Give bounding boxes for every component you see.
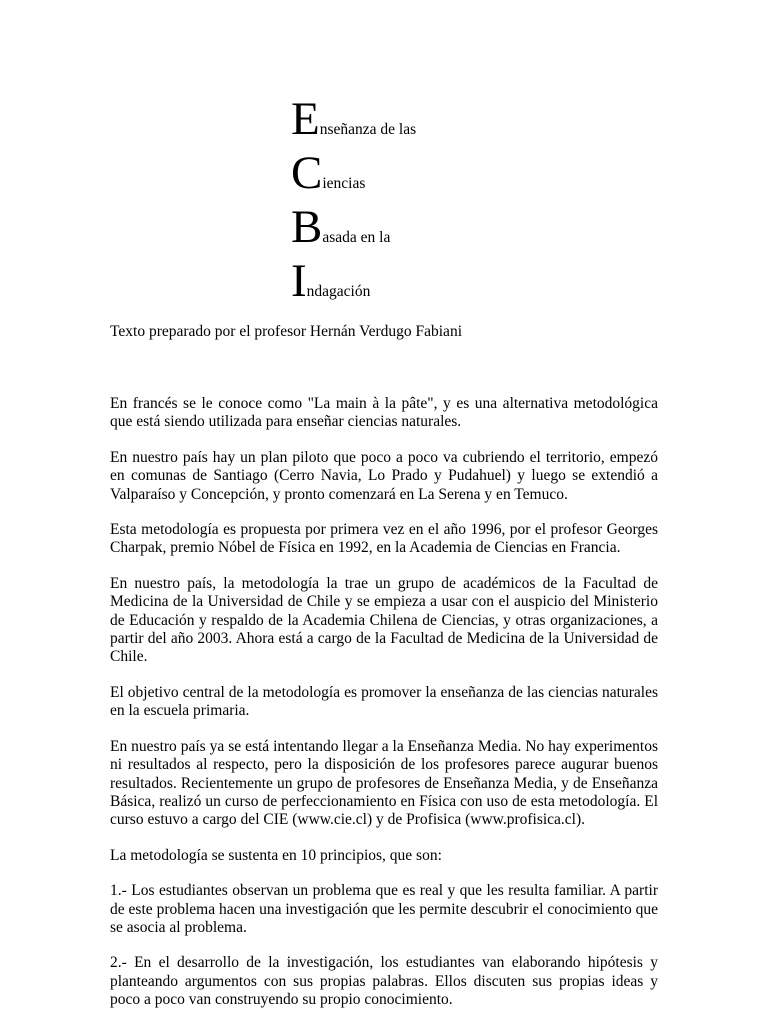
paragraph-origin: Esta metodología es propuesta por primera vez en el año 1996, por el profesor Georges Charpak, premio Nóbel de Física en 1992, en la Academia de Ciencias en Francia. — [110, 521, 658, 557]
paragraph-pilot-plan: En nuestro país hay un plan piloto que poco a poco va cubriendo el territorio, empezó en comunas de Santiago (Cerro Navia, Lo Prado y Pudahuel) y luego se extendió a Valparaíso y Concepción, y pronto comenzará en La Serena y en Temuco. — [110, 448, 658, 503]
paragraph-intro: En francés se le conoce como "La main à la pâte", y es una alternativa metodológica que está siendo utilizada para enseñar ciencias naturales. — [110, 395, 658, 431]
acronym-initial: I — [291, 255, 307, 307]
acronym-line-b — [291, 201, 591, 258]
acronym-initial: C — [291, 147, 323, 199]
paragraph-secondary-education: En nuestro país ya se está intentando llegar a la Enseñanza Media. No hay experimentos ni resultados al respecto, pero la disposición de los profesores parece augurar buenos resultados. Recientemente un grupo de profesores de Enseñanza Media, y de Enseñanza Básica, realizó un curso de perfeccionamiento en Física con uso de esta metodología. El curso estuvo a cargo del CIE (www.cie.cl) y de Profisica (www.profisica.cl). — [110, 737, 658, 829]
principle-item-2: 2.- En el desarrollo de la investigación, los estudiantes van elaborando hipótesis y planteando argumentos con sus propias palabras. Ellos discuten sus propias ideas y poco a poco van construyendo su propio conocimiento. — [110, 954, 658, 1009]
acronym-line-c — [291, 147, 591, 204]
principle-item-1: 1.- Los estudiantes observan un problema que es real y que les resulta familiar. A partir de este problema hacen una investigación que les permite descubrir el conocimiento que se asocia al problema. — [110, 882, 658, 936]
acronym-word-rest: nseñanza de las — [319, 121, 417, 138]
acronym-title — [291, 93, 591, 312]
acronym-initial: E — [291, 93, 320, 145]
acronym-word-rest: asada en la — [322, 229, 391, 246]
document-body — [110, 395, 658, 1027]
acronym-line-i — [291, 255, 591, 312]
paragraph-principles-intro: La metodología se sustenta en 10 principios, que son: — [110, 846, 442, 864]
paragraph-chile-adoption: En nuestro país, la metodología la trae un grupo de académicos de la Facultad de Medicina de la Universidad de Chile y se empieza a usar con el auspicio del Ministerio de Educación y respaldo de la Academia Chilena de Ciencias, y otras organizaciones, a partir del año 2003. Ahora está a cargo de la Facultad de Medicina de la Universidad de Chile. — [110, 574, 658, 666]
acronym-initial: B — [291, 201, 323, 253]
acronym-line-e — [291, 93, 591, 150]
author-line: Texto preparado por el profesor Hernán Verdugo Fabiani — [110, 323, 462, 340]
paragraph-objective: El objetivo central de la metodología es promover la enseñanza de las ciencias naturales en la escuela primaria. — [110, 683, 658, 720]
acronym-word-rest: iencias — [322, 175, 366, 192]
acronym-word-rest: ndagación — [306, 283, 371, 300]
